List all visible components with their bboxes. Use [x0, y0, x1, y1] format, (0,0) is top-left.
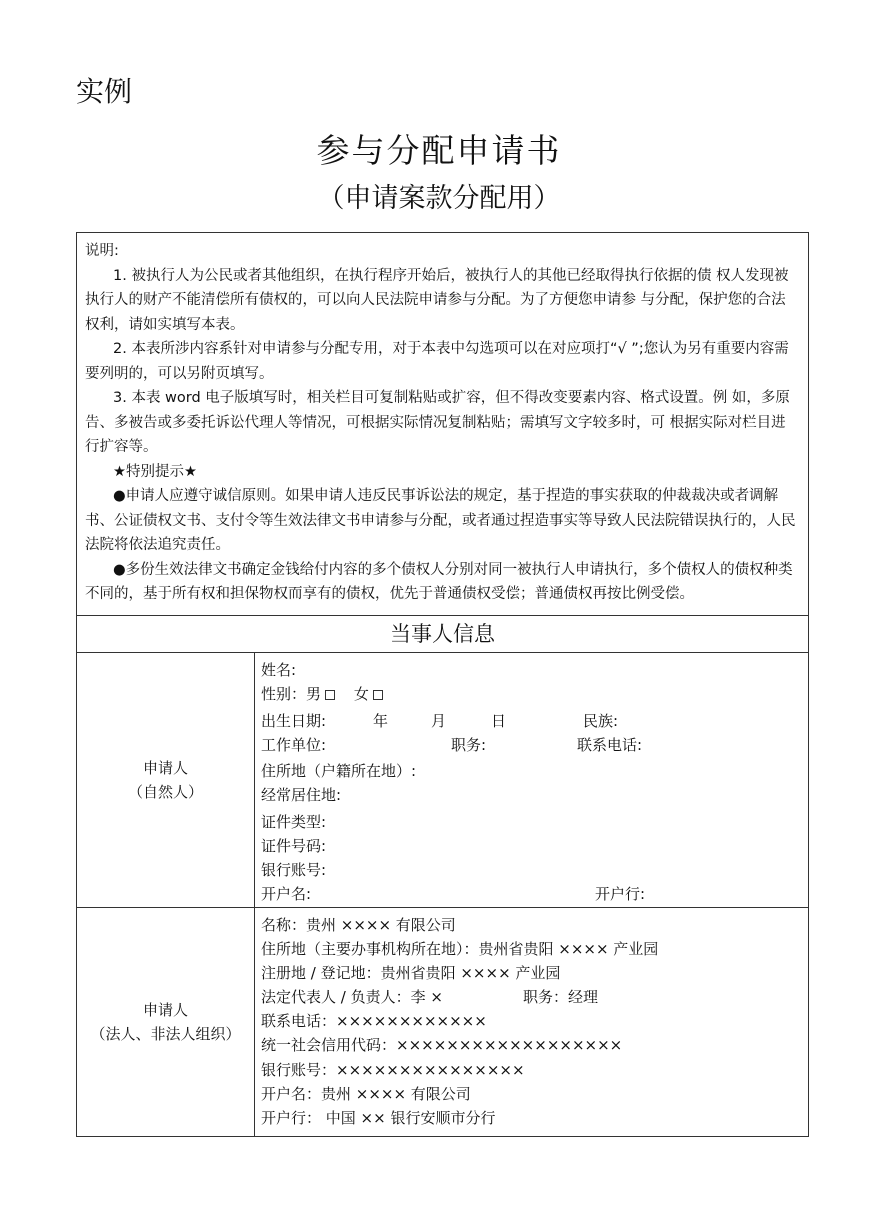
- registration-place-field[interactable]: 注册地 / 登记地：贵州省贵阳 ×××× 产业园: [261, 963, 561, 982]
- id-number-field[interactable]: 证件号码:: [261, 836, 327, 855]
- ethnicity-field[interactable]: 民族:: [583, 711, 619, 730]
- legal-person-label-line2: （法人、非法人组织）: [90, 1024, 241, 1043]
- residence-field[interactable]: 住所地（户籍所在地）:: [261, 762, 417, 781]
- application-form: [76, 232, 809, 1137]
- female-option-label: 女: [353, 684, 369, 703]
- instruction-item-1: 1. 被执行人为公民或者其他组织，在执行程序开始后，被执行人的其他已经取得执行依据的债 权人发现被执行人的财产不能清偿所有债权的，可以向人民法院申请参与分配。为了方便您申请参 与分配，保护您的合法权利，请如实填写本表。: [85, 267, 789, 333]
- male-checkbox[interactable]: [325, 690, 335, 700]
- habitual-residence-field[interactable]: 经常居住地:: [261, 786, 342, 805]
- special-notice-2: ●多份生效法律文书确定金钱给付内容的多个债权人分别对同一被执行人申请执行，多个债权人的债权种类不同的，基于所有权和担保物权而享有的债权，优先于普通债权受偿；普通债权再按比例受偿。: [85, 561, 793, 602]
- legal-person-label-line1: 申请人: [142, 1000, 188, 1019]
- party-info-heading: 当事人信息: [77, 616, 808, 653]
- natural-person-label: [77, 653, 255, 907]
- instructions-heading: 说明:: [85, 243, 119, 259]
- company-account-name-field[interactable]: 开户名：贵州 ×××× 有限公司: [261, 1084, 471, 1103]
- birth-day-label: 日: [491, 711, 507, 730]
- legal-representative-field[interactable]: 法定代表人 / 负责人：李 ×: [261, 988, 443, 1007]
- instruction-item-3: 3. 本表 word 电子版填写时，相关栏目可复制粘贴或扩容，但不得改变要素内容、格式设置。例 如，多原告、多被告或多委托诉讼代理人等情况，可根据实际情况复制粘贴；需填写文字较多时，可 根据实际对栏目进行扩容等。: [85, 390, 790, 455]
- male-option-label: 男: [306, 684, 322, 703]
- company-domicile-field[interactable]: 住所地（主要办事机构所在地）：贵州省贵阳 ×××× 产业园: [261, 939, 659, 958]
- position-field[interactable]: 职务:: [451, 736, 487, 755]
- credit-code-field[interactable]: 统一社会信用代码：××××××××××××××××××: [261, 1036, 623, 1055]
- bank-account-field[interactable]: 银行账号:: [261, 861, 327, 879]
- company-bank-account-field[interactable]: 银行账号：×××××××××××××××: [261, 1060, 525, 1079]
- birth-year-label: 年: [373, 711, 389, 730]
- female-checkbox[interactable]: [373, 690, 383, 700]
- document-title: 参与分配申请书: [316, 131, 562, 170]
- company-name-field[interactable]: 名称：贵州 ×××× 有限公司: [261, 915, 456, 934]
- document-subtitle: （申请案款分配用）: [317, 183, 561, 214]
- legal-person-row: [77, 907, 808, 1136]
- natural-person-row: [77, 653, 808, 907]
- employer-field[interactable]: 工作单位:: [261, 736, 327, 755]
- company-bank-field[interactable]: 开户行： 中国 ×× 银行安顺市分行: [261, 1109, 496, 1127]
- legal-person-label: [77, 908, 255, 1136]
- natural-person-label-line1: 申请人: [142, 758, 188, 777]
- natural-person-fields: [255, 653, 808, 907]
- legal-person-fields: [255, 908, 808, 1136]
- example-tag: 实例: [76, 75, 133, 108]
- gender-label: 性别：: [261, 684, 307, 703]
- bank-field[interactable]: 开户行:: [595, 885, 646, 904]
- phone-field[interactable]: 联系电话:: [577, 736, 643, 755]
- special-notice-1: ●申请人应遵守诚信原则。如果申请人违反民事诉讼法的规定，基于捏造的事实获取的仲裁裁决或者调解书、公证债权文书、支付令等生效法律文书申请参与分配，或者通过捏造事实等导致人民法院错误执行的，人民法院将依法追究责任。: [85, 488, 796, 553]
- instructions: [77, 233, 808, 616]
- natural-person-label-line2: （自然人）: [127, 782, 203, 801]
- id-type-field[interactable]: 证件类型:: [261, 812, 327, 831]
- instruction-item-2: 2. 本表所涉内容系针对申请参与分配专用，对于本表中勾选项可以在对应项打“√ ”;您认为另有重要内容需要列明的，可以另附页填写。: [85, 341, 789, 382]
- representative-position-field[interactable]: 职务：经理: [523, 988, 599, 1007]
- birth-date-field[interactable]: 出生日期:: [261, 711, 327, 730]
- account-name-field[interactable]: 开户名:: [261, 885, 312, 904]
- name-field[interactable]: 姓名:: [261, 660, 297, 679]
- company-phone-field[interactable]: 联系电话：××××××××××××: [261, 1012, 487, 1031]
- special-notice-heading: ★特别提示★: [113, 463, 197, 480]
- birth-month-label: 月: [431, 711, 447, 730]
